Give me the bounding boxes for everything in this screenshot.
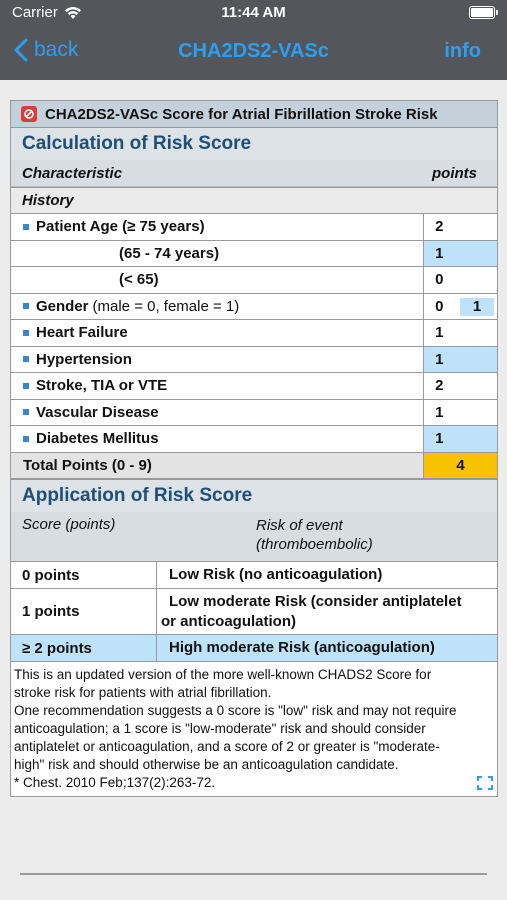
row-age-65-74[interactable] [11, 241, 497, 268]
note-line: anticoagulation; a 1 score is "low-moderate" risk and should consider [14, 721, 426, 736]
bullet-icon [23, 436, 29, 442]
bullet-icon [23, 303, 29, 309]
back-label: back [34, 38, 79, 61]
row-label: Diabetes Mellitus [36, 430, 159, 448]
card-header [11, 101, 497, 128]
gender-male-value[interactable]: 0 [435, 297, 444, 315]
risk-header: Risk of event [256, 517, 343, 534]
gender-female-value[interactable]: 1 [460, 298, 494, 316]
row-value[interactable]: 1 [435, 324, 444, 342]
history-header: History [11, 187, 497, 214]
bullet-icon [23, 330, 29, 336]
risk-text: Low Risk (no anticoagulation) [169, 566, 383, 583]
note-line: * Chest. 2010 Feb;137(2):263-72. [14, 775, 216, 790]
score-card [10, 100, 498, 797]
total-label: Total Points (0 - 9) [11, 453, 424, 479]
row-value[interactable]: 1 [424, 347, 497, 373]
row-age-75[interactable] [11, 214, 497, 241]
row-hypertension[interactable] [11, 347, 497, 374]
clock: 11:44 AM [221, 4, 286, 21]
bullet-icon [23, 356, 29, 362]
app-logo-icon [21, 106, 37, 122]
footnote [11, 662, 497, 796]
navigation-bar [0, 0, 507, 80]
risk-text: Low moderate Risk (consider antiplatelet [169, 593, 462, 610]
note-line: This is an updated version of the more well-known CHADS2 Score for [14, 667, 432, 682]
card-title: CHA2DS2-VASc Score for Atrial Fibrillation Stroke Risk [45, 105, 438, 123]
characteristic-header: Characteristic [22, 164, 123, 182]
row-value[interactable]: 2 [435, 218, 444, 236]
row-label-note: (male = 0, female = 1) [92, 297, 240, 315]
status-bar [0, 0, 507, 26]
note-line: high" risk and should otherwise be an anticoagulation candidate. [14, 757, 399, 772]
row-label: Gender [36, 297, 89, 315]
info-button[interactable]: info [444, 40, 481, 62]
row-label: (65 - 74 years) [11, 241, 424, 267]
battery-icon [469, 6, 495, 19]
risk-score: 0 points [11, 562, 157, 588]
row-total [11, 453, 497, 480]
calculation-title: Calculation of Risk Score [11, 128, 497, 160]
application-column-header [11, 512, 497, 562]
risk-header-sub: (thromboembolic) [256, 536, 373, 553]
bullet-icon [23, 409, 29, 415]
row-heart-failure[interactable] [11, 320, 497, 347]
points-header: points [432, 165, 477, 182]
row-label: Patient Age (≥ 75 years) [36, 218, 205, 236]
home-indicator [20, 873, 487, 875]
row-label: Heart Failure [36, 324, 128, 342]
row-diabetes[interactable] [11, 426, 497, 453]
row-value[interactable]: 1 [435, 403, 444, 421]
nav-row [0, 30, 507, 74]
carrier-label: Carrier [12, 4, 58, 21]
row-value[interactable]: 1 [424, 426, 497, 452]
row-label: (< 65) [11, 267, 424, 293]
risk-score: 1 points [11, 589, 157, 634]
page-title: CHA2DS2-VASc [178, 40, 329, 62]
row-label: Stroke, TIA or VTE [36, 377, 168, 395]
note-line: antiplatelet or anticoagulation, and a score of 2 or greater is "moderate- [14, 739, 440, 754]
row-stroke[interactable] [11, 373, 497, 400]
row-label: Hypertension [36, 350, 132, 368]
risk-text: High moderate Risk (anticoagulation) [169, 639, 435, 656]
bullet-icon [23, 224, 29, 230]
total-value: 4 [424, 453, 497, 479]
note-line: One recommendation suggests a 0 score is "low" risk and may not require [14, 703, 457, 718]
row-value[interactable]: 2 [435, 377, 444, 395]
risk-row-2 [11, 635, 497, 662]
risk-row-1 [11, 589, 497, 635]
row-value[interactable]: 0 [435, 271, 444, 289]
row-value[interactable]: 1 [424, 241, 497, 267]
risk-text-cont: or anticoagulation) [161, 613, 296, 630]
bullet-icon [23, 383, 29, 389]
row-age-under-65[interactable] [11, 267, 497, 294]
column-header [11, 160, 497, 187]
row-gender[interactable] [11, 294, 497, 321]
application-title: Application of Risk Score [11, 480, 497, 512]
risk-score: ≥ 2 points [11, 635, 157, 661]
row-vascular-disease[interactable] [11, 400, 497, 427]
risk-row-0 [11, 562, 497, 589]
row-label: Vascular Disease [36, 403, 159, 421]
expand-icon[interactable] [477, 776, 493, 790]
note-line: stroke risk for patients with atrial fibrillation. [14, 685, 272, 700]
score-header: Score (points) [22, 516, 116, 533]
